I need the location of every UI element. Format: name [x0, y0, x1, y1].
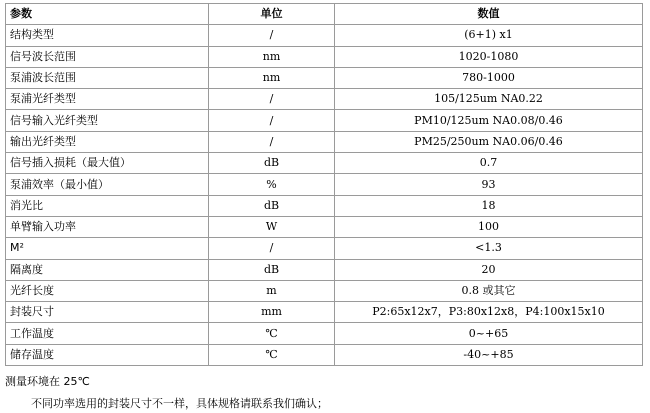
- unit-cell: /: [209, 25, 335, 46]
- param-cell: 信号波长范围: [6, 46, 209, 67]
- table-row: [6, 216, 643, 237]
- unit-cell: ℃: [209, 344, 335, 365]
- value-cell: -40~+85: [335, 344, 643, 365]
- table-row: [6, 259, 643, 280]
- table-row: [6, 302, 643, 323]
- param-cell: 输出光纤类型: [6, 131, 209, 152]
- unit-cell: W: [209, 216, 335, 237]
- param-cell: 储存温度: [6, 344, 209, 365]
- value-cell: 93: [335, 174, 643, 195]
- table-row: [6, 344, 643, 365]
- param-cell: 工作温度: [6, 323, 209, 344]
- value-cell: 105/125um NA0.22: [335, 89, 643, 110]
- table-row: [6, 195, 643, 216]
- unit-cell: /: [209, 131, 335, 152]
- param-cell: 光纤长度: [6, 280, 209, 301]
- param-cell: 泵浦光纤类型: [6, 89, 209, 110]
- table-row: [6, 280, 643, 301]
- unit-cell: nm: [209, 46, 335, 67]
- table-row: [6, 25, 643, 46]
- value-cell: 0.8 或其它: [335, 280, 643, 301]
- table-header-row: [6, 4, 643, 25]
- unit-cell: dB: [209, 259, 335, 280]
- table-row: [6, 323, 643, 344]
- param-cell: 封装尺寸: [6, 302, 209, 323]
- unit-cell: mm: [209, 302, 335, 323]
- param-cell: 结构类型: [6, 25, 209, 46]
- table-row: [6, 89, 643, 110]
- unit-cell: %: [209, 174, 335, 195]
- table-row: [6, 110, 643, 131]
- value-cell: (6+1) x1: [335, 25, 643, 46]
- param-cell: 隔离度: [6, 259, 209, 280]
- param-cell: 信号输入光纤类型: [6, 110, 209, 131]
- value-cell: 0.7: [335, 153, 643, 174]
- unit-cell: dB: [209, 153, 335, 174]
- value-cell: 100: [335, 216, 643, 237]
- note-package-size: 不同功率选用的封装尺寸不一样，具体规格请联系我们确认；: [31, 397, 328, 410]
- value-cell: PM10/125um NA0.08/0.46: [335, 110, 643, 131]
- table-row: [6, 153, 643, 174]
- spec-table: [5, 3, 643, 366]
- value-cell: P2:65x12x7，P3:80x12x8，P4:100x15x10: [335, 302, 643, 323]
- unit-cell: /: [209, 238, 335, 259]
- value-cell: 0~+65: [335, 323, 643, 344]
- note-measurement-environment: 测量环境在 25℃: [5, 375, 90, 388]
- value-cell: <1.3: [335, 238, 643, 259]
- unit-cell: m: [209, 280, 335, 301]
- table-row: [6, 238, 643, 259]
- unit-cell: /: [209, 110, 335, 131]
- unit-cell: dB: [209, 195, 335, 216]
- param-cell: 泵浦波长范围: [6, 67, 209, 88]
- table-row: [6, 174, 643, 195]
- param-cell: 消光比: [6, 195, 209, 216]
- header-unit: 单位: [209, 4, 335, 25]
- value-cell: 1020-1080: [335, 46, 643, 67]
- header-value: 数值: [335, 4, 643, 25]
- value-cell: 20: [335, 259, 643, 280]
- unit-cell: /: [209, 89, 335, 110]
- value-cell: 18: [335, 195, 643, 216]
- header-param: 参数: [6, 4, 209, 25]
- table-row: [6, 131, 643, 152]
- param-cell: 泵浦效率（最小值）: [6, 174, 209, 195]
- param-cell: 单臂输入功率: [6, 216, 209, 237]
- param-cell: 信号插入损耗（最大值）: [6, 153, 209, 174]
- table-row: [6, 67, 643, 88]
- value-cell: PM25/250um NA0.06/0.46: [335, 131, 643, 152]
- table-body: [6, 25, 643, 366]
- value-cell: 780-1000: [335, 67, 643, 88]
- unit-cell: nm: [209, 67, 335, 88]
- unit-cell: ℃: [209, 323, 335, 344]
- param-cell: M²: [6, 238, 209, 259]
- table-row: [6, 46, 643, 67]
